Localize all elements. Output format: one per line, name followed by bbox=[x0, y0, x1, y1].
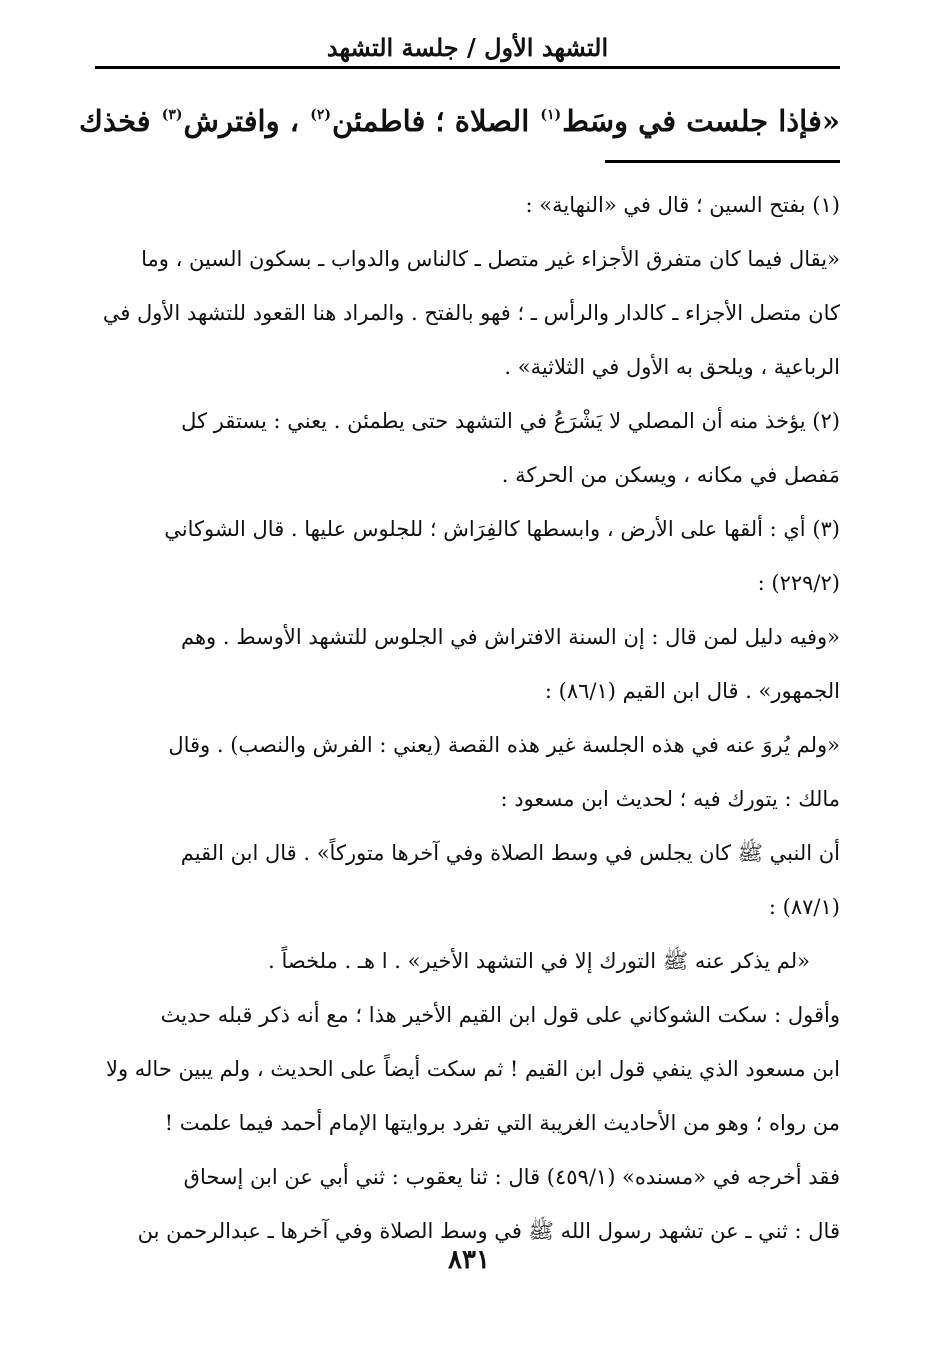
footnotes-block bbox=[95, 178, 840, 1258]
footnote-line: مالك : يتورك فيه ؛ لحديث ابن مسعود : bbox=[500, 787, 840, 811]
footnote-line: «وفيه دليل لمن قال : إن السنة الافتراش في الجلوس للتشهد الأوسط . وهم bbox=[181, 625, 840, 649]
footnote-line: كان متصل الأجزاء ـ كالدار والرأس ـ ؛ فهو بالفتح . والمراد هنا القعود للتشهد الأول في bbox=[102, 301, 840, 325]
footnote-line: مَفصل في مكانه ، ويسكن من الحركة . bbox=[501, 463, 840, 487]
footnote-line: ابن مسعود الذي ينفي قول ابن القيم ! ثم سكت أيضاً على الحديث ، ولم يبين حاله ولا bbox=[105, 1057, 840, 1081]
main-text-part-1: «فإذا جلست في وسَط bbox=[562, 104, 840, 138]
footnote-line: «يقال فيما كان متفرق الأجزاء غير متصل ـ كالناس والدواب ـ بسكون السين ، وما bbox=[141, 247, 840, 271]
footnote-line: (١) بفتح السين ؛ قال في «النهاية» : bbox=[525, 193, 840, 217]
main-text-part-4: فخذك bbox=[78, 104, 161, 138]
footnote-line: (٣) أي : ألقها على الأرض ، وابسطها كالفِرَاش ؛ للجلوس عليها . قال الشوكاني bbox=[164, 517, 840, 541]
header-rule bbox=[95, 66, 840, 69]
footnote-line: قال : ثني ـ عن تشهد رسول الله ﷺ في وسط الصلاة وفي آخرها ـ عبدالرحمن بن bbox=[137, 1219, 840, 1243]
page-number: ٨٣١ bbox=[448, 1245, 490, 1275]
footnote-ref-3: (٣) bbox=[161, 107, 183, 123]
footnote-line: الجمهور» . قال ابن القيم (٨٦/١) : bbox=[544, 679, 840, 703]
main-text-part-3: ، وافترش bbox=[183, 104, 310, 138]
footnote-separator bbox=[605, 160, 840, 163]
footnote-line: فقد أخرجه في «مسنده» (٤٥٩/١) قال : ثنا يعقوب : ثني أبي عن ابن إسحاق bbox=[183, 1165, 840, 1189]
running-header: التشهد الأول / جلسة التشهد bbox=[326, 33, 609, 62]
main-text-part-2: الصلاة ؛ فاطمئن bbox=[331, 104, 540, 138]
footnote-line: (٨٧/١) : bbox=[768, 895, 840, 919]
footnote-line: الرباعية ، ويلحق به الأول في الثلاثية» . bbox=[504, 355, 840, 379]
footnote-line: (٢) يؤخذ منه أن المصلي لا يَشْرَعُ في التشهد حتى يطمئن . يعني : يستقر كل bbox=[181, 409, 840, 433]
footnote-ref-2: (٢) bbox=[310, 107, 331, 123]
footnote-line: «ولم يُروَ عنه في هذه الجلسة غير هذه القصة (يعني : الفرش والنصب) . وقال bbox=[168, 733, 840, 757]
footnote-line: أن النبي ﷺ كان يجلس في وسط الصلاة وفي آخرها متوركاً» . قال ابن القيم bbox=[180, 841, 840, 865]
footnote-line: من رواه ؛ وهو من الأحاديث الغريبة التي تفرد بروايتها الإمام أحمد فيما علمت ! bbox=[164, 1111, 840, 1135]
footnote-line: «لم يذكر عنه ﷺ التورك إلا في التشهد الأخير» . ا هـ . ملخصاً . bbox=[268, 949, 810, 973]
footnote-ref-1: (١) bbox=[540, 107, 562, 123]
footnote-line: وأقول : سكت الشوكاني على قول ابن القيم الأخير هذا ؛ مع أنه ذكر قبله حديث bbox=[160, 1003, 840, 1027]
footnote-line: (٢٢٩/٢) : bbox=[757, 571, 840, 595]
hadith-main-text bbox=[78, 85, 840, 145]
